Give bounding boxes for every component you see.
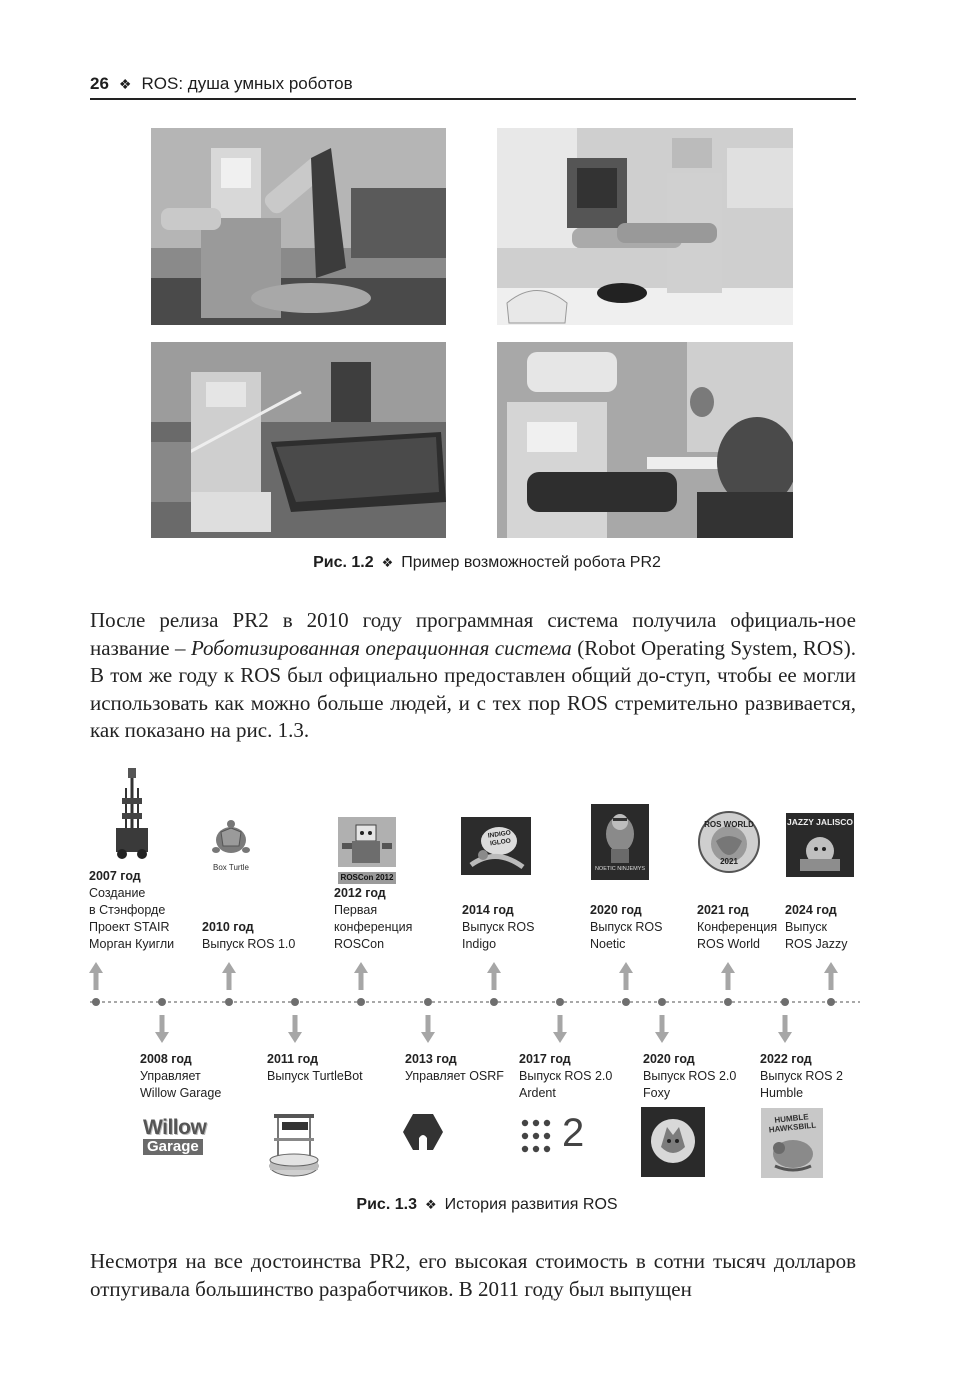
timeline-down-arrow-head [778, 1032, 792, 1043]
timeline-up-arrow-head [487, 962, 501, 973]
label-year: 2017 год [519, 1052, 571, 1066]
label-line: Выпуск TurtleBot [267, 1069, 363, 1083]
timeline-top-label-2007 [89, 868, 174, 953]
timeline-up-arrow-head [721, 962, 735, 973]
roscon-2012-logo [338, 817, 396, 882]
timeline-dot [357, 998, 365, 1006]
timeline-top-label-2020-noetic [590, 902, 662, 953]
timeline-dot [658, 998, 666, 1006]
figure-1-2-text: Пример возможностей робота PR2 [401, 554, 661, 571]
label-line: Humble [760, 1086, 804, 1100]
timeline-down-arrow-shaft [660, 1015, 665, 1033]
figure-1-2-separator: ❖ [381, 555, 394, 570]
indigo-igloo-logo [461, 817, 531, 875]
timeline-bottom-label-2013 [405, 1051, 504, 1085]
label-line: Выпуск ROS 2.0 [519, 1069, 613, 1083]
header-separator: ❖ [118, 76, 132, 92]
label-line: Выпуск ROS 2.0 [643, 1069, 737, 1083]
timeline-down-arrow-shaft [783, 1015, 788, 1033]
box-turtle-logo [203, 818, 259, 872]
jazzy-jalisco-logo [786, 813, 854, 877]
timeline-up-arrow-shaft [94, 972, 99, 990]
timeline-down-arrow-shaft [160, 1015, 165, 1033]
timeline-dot [92, 998, 100, 1006]
label-year: 2010 год [202, 920, 254, 934]
timeline-bottom-label-2011 [267, 1051, 363, 1085]
label-line: Выпуск [785, 920, 827, 934]
timeline-top-label-2014 [462, 902, 534, 953]
timeline-up-arrow-head [222, 962, 236, 973]
ros2-number: 2 [562, 1111, 585, 1155]
timeline-dot [556, 998, 564, 1006]
turtlebot-icon [268, 1108, 320, 1180]
timeline-up-arrow-shaft [227, 972, 232, 990]
timeline-down-arrow-head [655, 1032, 669, 1043]
noetic-text: NOETIC NINJEMYS [594, 866, 646, 872]
label-year: 2021 год [697, 903, 749, 917]
timeline-top-label-2021 [697, 902, 777, 953]
label-line: Проект STAIR [89, 920, 170, 934]
timeline-bottom-label-2008 [140, 1051, 221, 1102]
label-line: Foxy [643, 1086, 671, 1100]
ros-world-year: 2021 [720, 857, 738, 866]
timeline-down-arrow-head [155, 1032, 169, 1043]
label-line: ROSCon [334, 937, 385, 951]
label-line: Конференция [697, 920, 778, 934]
timeline-dot [291, 998, 299, 1006]
timeline-up-arrow-shaft [624, 972, 629, 990]
label-line: Выпуск ROS [590, 920, 663, 934]
paragraph-2-text: Несмотря на все достоинства PR2, его высокая стоимость в сотни тысяч долларов отпугивала большинство разработчиков. В 2011 году был выпущен [90, 1249, 856, 1301]
timeline-dot [490, 998, 498, 1006]
humble-hawksbill-logo [761, 1108, 823, 1178]
label-year: 2020 год [643, 1052, 695, 1066]
timeline-down-arrow-head [553, 1032, 567, 1043]
label-year: 2011 год [267, 1052, 319, 1066]
figure-1-3-caption [0, 1196, 974, 1214]
humble-text: HUMBLE HAWKSBILL [768, 1112, 817, 1135]
box-turtle-text: Box Turtle [212, 863, 249, 872]
timeline-dot [827, 998, 835, 1006]
ros-world-2021-logo [698, 811, 760, 873]
timeline-top-label-2024 [785, 902, 848, 953]
ros-world-text: ROS WORLD [704, 820, 754, 829]
noetic-ninjemys-logo [591, 804, 649, 880]
timeline-top-label-2010 [202, 919, 295, 953]
garage-text: Garage [143, 1139, 203, 1155]
paragraph-1-part2: (Robot Operating System, ROS). В том же году к ROS был официально предоставлен общий до-ступ, чтобы ее могли использовать как можно больше людей, и с тех пор ROS стремительно развивается, как показано на рис. 1.3. [90, 635, 856, 742]
timeline-up-arrow-shaft [726, 972, 731, 990]
timeline-up-arrow-shaft [829, 972, 834, 990]
timeline-up-arrow-head [89, 962, 103, 973]
paragraph-2 [90, 1248, 856, 1303]
label-year: 2024 год [785, 903, 837, 917]
ros2-logo [520, 1111, 592, 1158]
timeline-up-arrow-head [824, 962, 838, 973]
header-title: ROS: душа умных роботов [141, 74, 353, 93]
willow-text: Willow [143, 1116, 207, 1139]
label-year: 2012 год [334, 886, 386, 900]
timeline-dot [781, 998, 789, 1006]
label-line: Noetic [590, 937, 626, 951]
timeline-up-arrow-head [619, 962, 633, 973]
figure-1-3-separator: ❖ [424, 1197, 437, 1212]
label-line: Управляет [140, 1069, 201, 1083]
label-line: Управляет OSRF [405, 1069, 504, 1083]
timeline-down-arrow-head [421, 1032, 435, 1043]
timeline-bottom-label-2022 [760, 1051, 843, 1102]
willow-garage-logo [143, 1118, 223, 1160]
timeline-up-arrow-shaft [359, 972, 364, 990]
foxy-fitzroy-logo [641, 1107, 705, 1177]
label-year: 2022 год [760, 1052, 812, 1066]
label-line: конференция [334, 920, 413, 934]
timeline-up-arrow-shaft [492, 972, 497, 990]
timeline-down-arrow-shaft [558, 1015, 563, 1033]
timeline-dot [158, 998, 166, 1006]
label-line: ROS World [697, 937, 760, 951]
indigo-text: INDIGO IGLOO [487, 829, 512, 848]
label-line: ROS Jazzy [785, 937, 848, 951]
label-line: в Стэнфорде [89, 903, 166, 917]
osrf-logo [403, 1114, 443, 1150]
label-year: 2008 год [140, 1052, 192, 1066]
label-line: Выпуск ROS 2 [760, 1069, 843, 1083]
timeline-top-label-2012 [334, 885, 412, 953]
timeline-bottom-label-2020-foxy [643, 1051, 736, 1102]
label-line: Willow Garage [140, 1086, 222, 1100]
label-year: 2013 год [405, 1052, 457, 1066]
page-number: 26 [90, 74, 109, 93]
timeline-down-arrow-shaft [426, 1015, 431, 1033]
timeline-bottom-label-2017 [519, 1051, 612, 1102]
label-line: Первая [334, 903, 378, 917]
label-line: Ardent [519, 1086, 556, 1100]
label-line: Создание [89, 886, 146, 900]
timeline-down-arrow-shaft [293, 1015, 298, 1033]
label-line: Выпуск ROS 1.0 [202, 937, 296, 951]
stair-robot-icon [114, 768, 150, 860]
timeline-dot [622, 998, 630, 1006]
timeline-up-arrow-head [354, 962, 368, 973]
timeline-down-arrow-head [288, 1032, 302, 1043]
paragraph-1-italic: Роботизированная операционная система [190, 635, 572, 660]
jazzy-text: JAZZY JALISCO [787, 817, 853, 827]
label-line: Морган Куигли [89, 937, 175, 951]
timeline-dot [724, 998, 732, 1006]
label-line: Выпуск ROS [462, 920, 535, 934]
label-line: Indigo [462, 937, 497, 951]
label-year: 2014 год [462, 903, 514, 917]
roscon-text: ROSCon 2012 [338, 872, 396, 884]
figure-1-3-label: Рис. 1.3 [356, 1196, 417, 1213]
paragraph-1-part1: После релиза PR2 в 2010 году программная система получила официаль-ное название – [90, 608, 856, 660]
timeline-dot [225, 998, 233, 1006]
label-year: 2020 год [590, 903, 642, 917]
label-year: 2007 год [89, 869, 141, 883]
figure-1-3-text: История развития ROS [444, 1196, 618, 1213]
figure-1-2-label: Рис. 1.2 [313, 554, 374, 571]
timeline-dot [424, 998, 432, 1006]
